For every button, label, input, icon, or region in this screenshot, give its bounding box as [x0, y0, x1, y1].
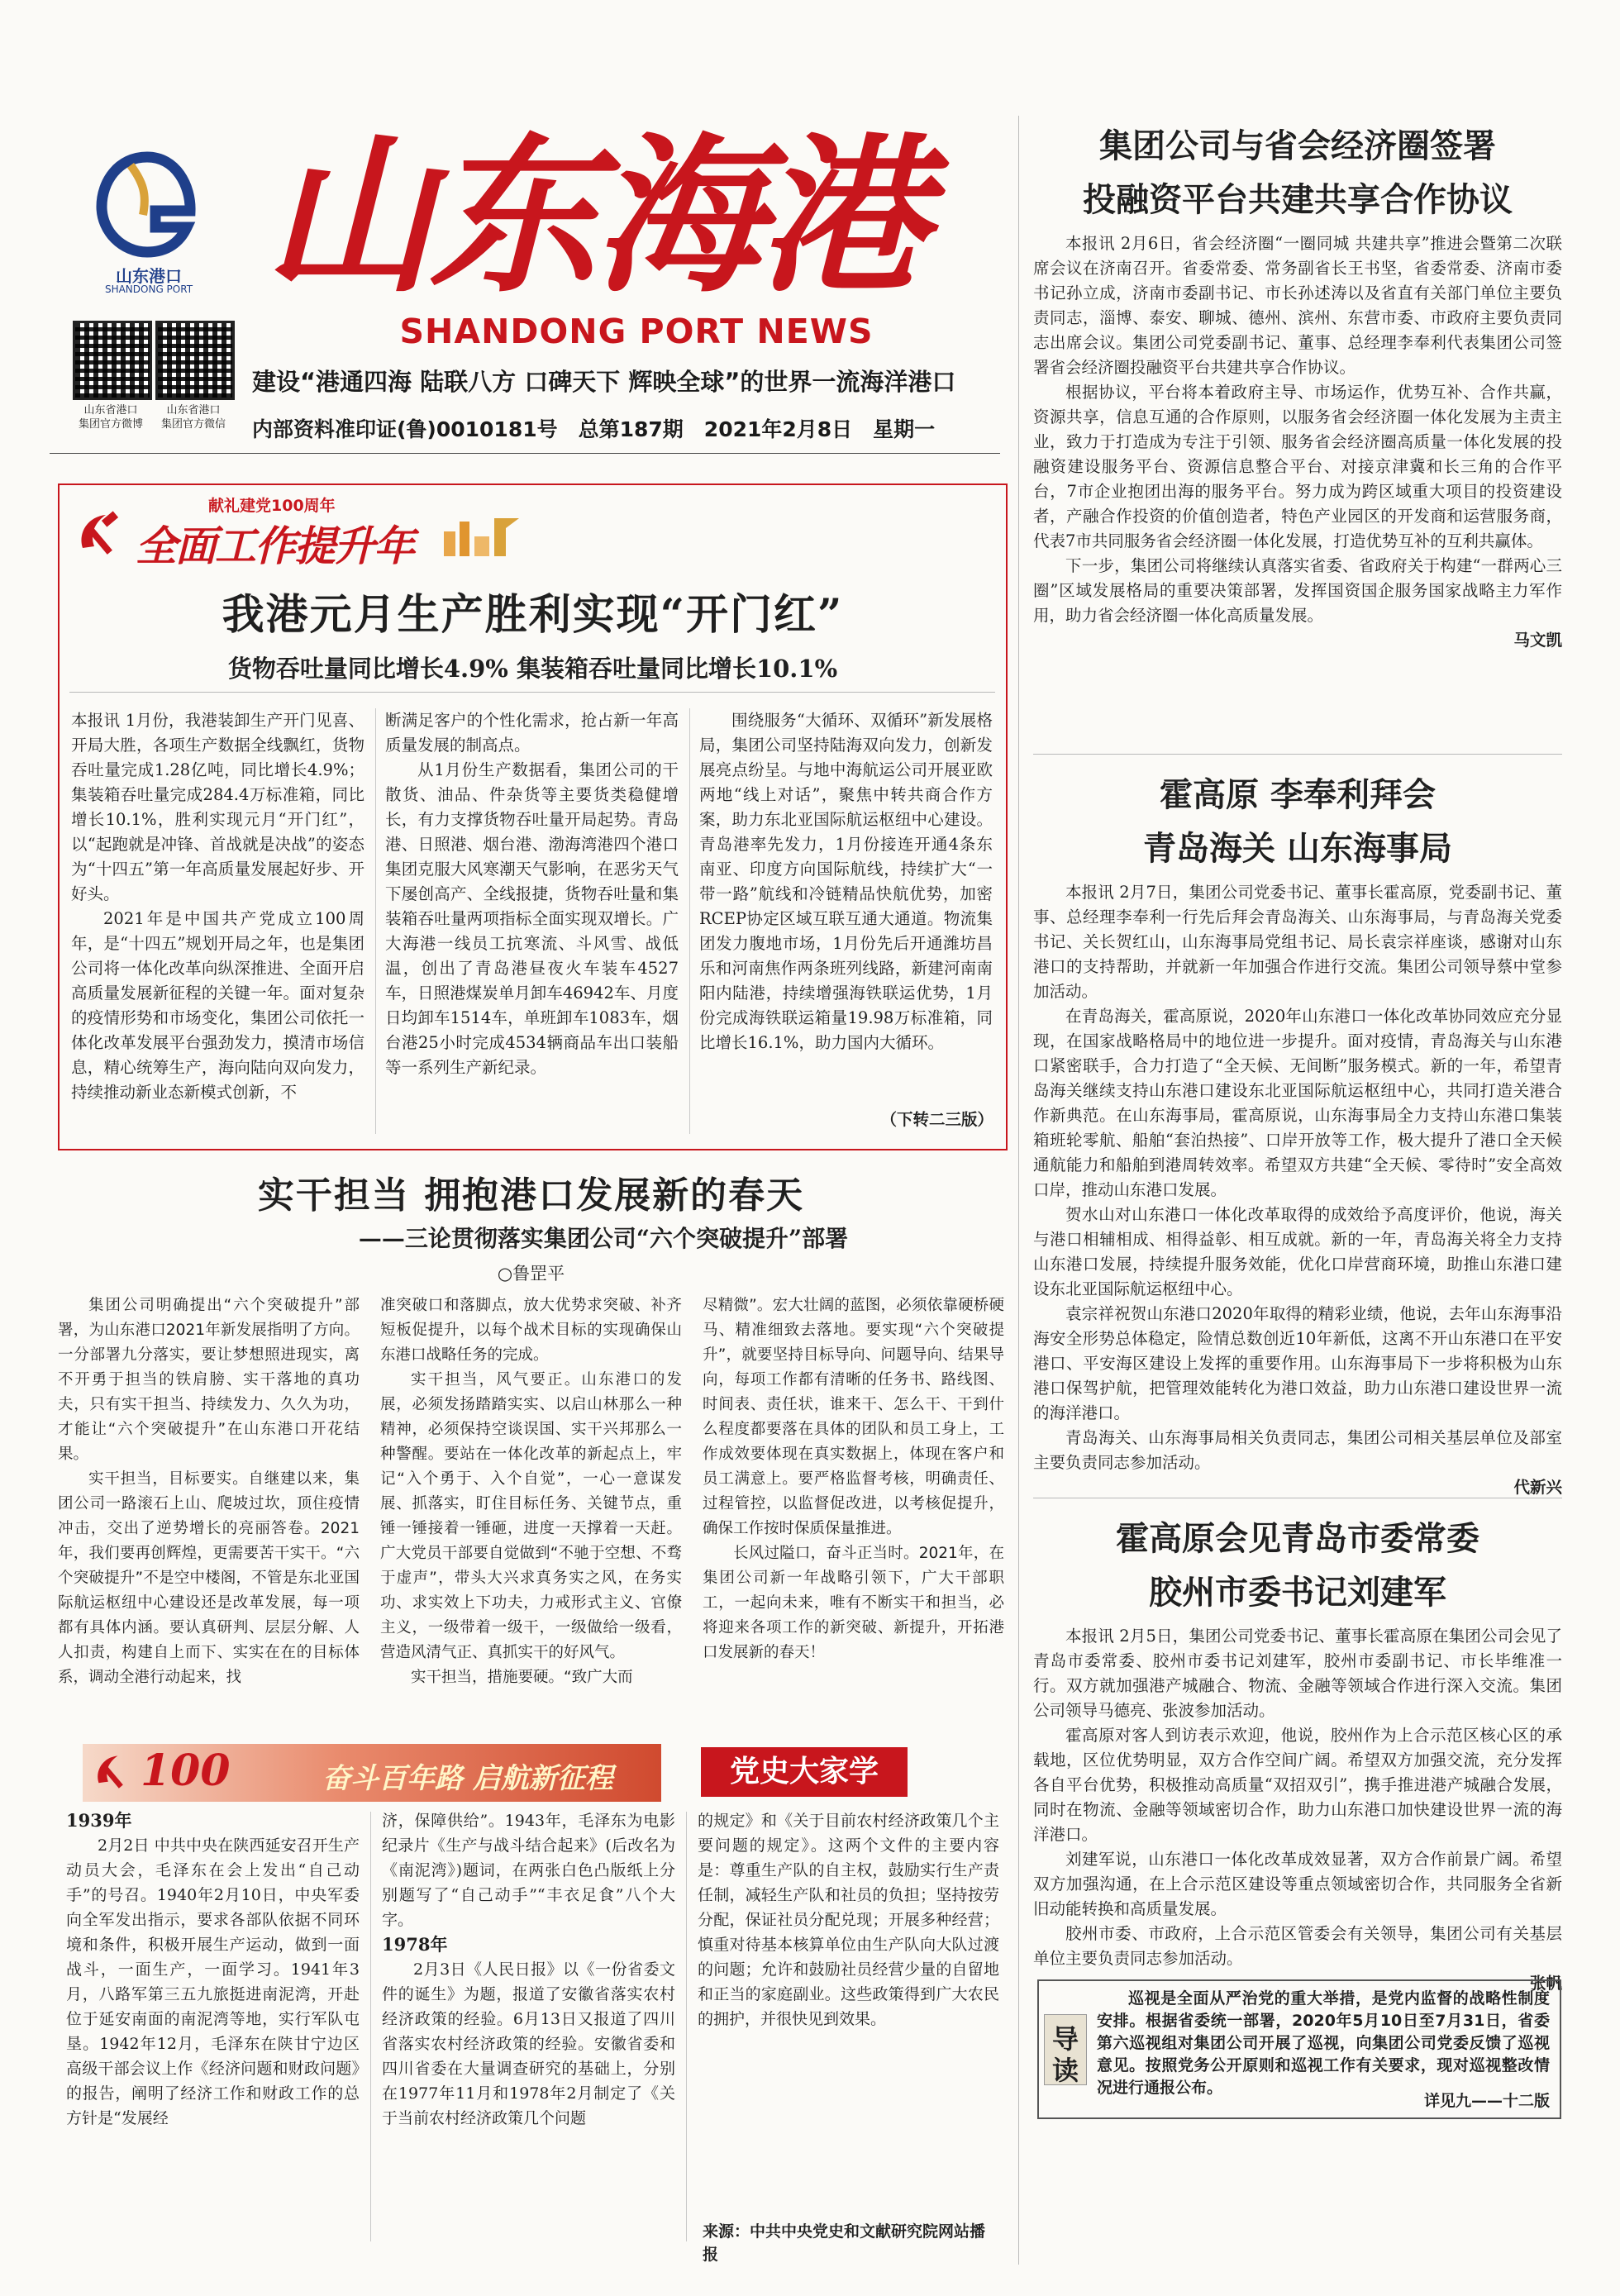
commentary-subhead: ——三论贯彻落实集团公司“六个突破提升”部署	[358, 1225, 849, 1252]
history-col-1	[66, 1808, 360, 2255]
lead-sub-rule	[69, 692, 995, 693]
qr1-label-a: 山东省港口	[83, 404, 138, 417]
right2-p5: 青岛海关、山东海事局相关负责同志，集团公司相关基层单位及部室主要负责同志参加活动。	[1033, 1428, 1562, 1472]
lead-jump-link[interactable]: （下转二三版）	[880, 1110, 993, 1129]
comm-col3-p1: 尽精微”。宏大壮阔的蓝图，必须依靠硬桥硬马、精准细致去落地。要实现“六个突破提升”，就要坚持目标导向、问题导向、结果导向，每项工作都有清晰的任务书、路线图、时间表、责任状，谁来干、怎么干、干到什么程度都要落在具体的团队和员工身上，工作成效要体现在真实数据上，体现在客户和员工满意上。要严格监督考核，明确责任、过程管控，以监督促改进，以考核促提升，确保工作按时保质保量推进。	[703, 1297, 1004, 1537]
history-col-3	[698, 1808, 999, 2189]
right1-p3: 下一步，集团公司将继续认真落实省委、省政府关于构建“一群两心三圈”区域发展格局的重要决策部署，发挥国资国企服务国家战略主力军作用，助力省会经济圈一体化高质量发展。	[1033, 556, 1562, 625]
hammer-sickle-icon	[89, 1751, 134, 1795]
lead-col2-p2: 从1月份生产数据看，集团公司的干散货、油品、件杂货等主要货类稳健增长，有力支撑货物吞吐量开局起势。青岛港、日照港、烟台港、渤海湾港四个港口集团克服大风寒潮天气影响，在恶劣天气下屡创高产、全线报捷，货物吞吐量和集装箱吞吐量两项指标全面实现双增长。广大海港一线员工抗寒流、斗风雪、战低温，创出了青岛港昼夜火车装车4527车，日照港煤炭单月卸车46942车、月度日均卸车1514车，单班卸车1083车，烟台港25小时完成4534辆商品车出口装船等一系列生产新纪录。	[385, 760, 679, 1077]
qr2-label-a: 山东省港口	[166, 404, 221, 417]
weibo-qr-code[interactable]	[73, 321, 152, 400]
history-divider-1	[370, 1812, 371, 2241]
guide-label-b: 读	[1051, 2055, 1079, 2086]
logo-en-text: SHANDONG PORT	[104, 283, 193, 295]
comm-col1-p2: 实干担当，目标要实。自继建以来，集团公司一路滚石上山、爬坡过坎，顶住疫情冲击，交出了逆势增长的亮丽答卷。2021年，我们要再创辉煌，更需要苦干实干。“六个突破提升”不是空中楼阁，不管是东北亚国际航运枢纽中心建设还是改革发展，每一项都有具体内涵。要认真研判、层层分解、人人扣责，构建自上而下、实实在在的目标体系，调动全港行动起来，找	[58, 1470, 360, 1686]
commentary-col-3	[703, 1293, 1004, 1723]
guide-label-a: 导	[1051, 2023, 1079, 2055]
right3-headline-b: 胶州市委书记刘建军	[1149, 1573, 1446, 1612]
lead-banner	[68, 493, 531, 568]
lead-subhead: 货物吞吐量同比增长4.9% 集装箱吞吐量同比增长10.1%	[227, 655, 838, 683]
right2-signature: 代新兴	[1513, 1478, 1562, 1497]
right3-body	[1033, 1624, 1562, 1993]
masthead-rule	[50, 453, 1000, 454]
wechat-qr-code[interactable]	[155, 321, 235, 400]
lead-col2-p1: 断满足客户的个性化需求，抢占新一年高质量发展的制高点。	[385, 711, 679, 755]
newspaper-title-en: SHANDONG PORT NEWS	[399, 312, 874, 351]
lead-banner-big: 全面工作提升年	[136, 522, 413, 570]
lead-col-1	[71, 708, 364, 1138]
right2-p4: 袁宗祥祝贺山东港口2020年取得的精彩业绩，他说，去年山东海事沿海安全形势总体稳定，险情总数创近10年新低，这离不开山东港口在平安港口、平安海区建设上发挥的重要作用。山东海事局下一步将积极为山东港口保驾护航，把管理效能转化为港口效益，助力山东港口建设世界一流的海洋港口。	[1033, 1304, 1562, 1422]
lead-col-2	[385, 708, 679, 1138]
right1-body	[1033, 231, 1562, 744]
right1-p1: 本报讯 2月6日，省会经济圈“一圈同城 共建共享”推进会暨第二次联席会议在济南召开。省委常委、常务副省长王书坚，省委常委、济南市委书记孙立成，济南市委副书记、市长孙述涛以及省直有关部门单位主要负责同志，淄博、泰安、聊城、德州、滨州、东营市委、市政府主要负责同志出席会议。集团公司党委副书记、董事、总经理李奉利代表集团公司签署省会经济圈投融资平台共建共享合作协议。	[1033, 234, 1562, 377]
history-col3-p1: 的规定》和《关于目前农村经济政策几个主要问题的规定》。这两个文件的主要内容是：尊重生产队的自主权，鼓励实行生产责任制，减轻生产队和社员的负担；坚持按劳分配，保证社员分配兑现；开展多种经营；慎重对待基本核算单位由生产队向大队过渡的问题；允许和鼓励社员经营少量的自留地和正当的家庭副业。这些政策得到广大农民的拥护，并很快见到效果。	[698, 1812, 999, 2028]
history-100-mark: 100	[141, 1746, 231, 1796]
qr1-label-b: 集团官方微博	[78, 418, 143, 431]
lead-divider-1	[375, 708, 376, 1134]
guide-ref[interactable]: 详见九——十二版	[1423, 2092, 1550, 2110]
right2-headline-b: 青岛海关 山东海事局	[1143, 829, 1452, 868]
guide-label	[1044, 2014, 1087, 2085]
right-article-2	[1033, 756, 1562, 1496]
history-tag: 党史大家学	[701, 1747, 908, 1797]
right-rule-1	[1033, 754, 1562, 755]
lead-banner-small: 献礼建党100周年	[208, 497, 336, 515]
right2-p3: 贺水山对山东港口一体化改革取得的成效给予高度评价，他说，海关与港口相辅相成、相得益彰、相互成就。新的一年，青岛海关将全力支持山东港口发展，持续提升服务效能，优化口岸营商环境，助推山东港口建设东北亚国际航运枢纽中心。	[1033, 1205, 1562, 1298]
right3-p3: 刘建军说，山东港口一体化改革成效显著，双方合作前景广阔。希望双方加强沟通，在上合示范区建设等重点领域密切合作，共同服务全省新旧动能转换和高质量发展。	[1033, 1850, 1562, 1918]
logo-cn-text: 山东港口	[116, 266, 182, 286]
history-year-1939: 1939年	[66, 1810, 132, 1831]
right2-p1: 本报讯 2月7日，集团公司党委书记、董事长霍高原，党委副书记、董事、总经理李奉利一行先后拜会青岛海关、山东海事局，与青岛海关党委书记、关长贺红山，山东海事局党组书记、局长袁宗祥座谈，感谢对山东港口的支持帮助，并就新一年加强合作进行交流。集团公司领导蔡中堂参加活动。	[1033, 883, 1562, 1001]
lead-col3-p1: 围绕服务“大循环、双循环”新发展格局，集团公司坚持陆海双向发力，创新发展亮点纷呈。与地中海航运公司开展亚欧两地“线上对话”，聚焦中转共商合作方案，助力东北亚国际航运枢纽中心建设。青岛港率先发力，1月份接连开通4条东南亚、印度方向国际航线，持续扩大“一带一路”航线和冷链精品快航优势，加密RCEP协定区域互联互通大通道。物流集团发力腹地市场，1月份先后开通潍坊昌乐和河南焦作两条班列线路，新建河南南阳内陆港，持续增强海铁联运优势，1月份完成海铁联运箱量19.98万标准箱，同比增长16.1%，助力国内大循环。	[699, 711, 993, 1052]
history-section	[58, 1736, 1004, 2265]
commentary-author: ○鲁罡平	[497, 1264, 565, 1284]
right2-body	[1033, 880, 1562, 1497]
right3-p1: 本报讯 2月5日，集团公司党委书记、董事长霍高原在集团公司会见了青岛市委常委、胶州市委书记刘建军，胶州市委副书记、市长毕维准一行。双方就加强港产城融合、物流、金融等领域合作进行深入交流。集团公司领导马德亮、张波参加活动。	[1033, 1627, 1562, 1720]
comm-col1-p1: 集团公司明确提出“六个突破提升”部署，为山东港口2021年新发展指明了方向。一分部署九分落实，要让梦想照进现实，离不开勇于担当的铁肩膀、实干落地的真功夫，只有实干担当、持续发力、久久为功，才能让“六个突破提升”在山东港口开花结果。	[58, 1297, 360, 1463]
history-banner-text: 奋斗百年路 启航新征程	[322, 1762, 613, 1795]
newspaper-title: 山东海港	[264, 117, 922, 316]
right1-headline-b: 投融资平台共建共享合作协议	[1083, 180, 1513, 219]
right1-p2: 根据协议，平台将本着政府主导、市场运作，优势互补、合作共赢，资源共享，信息互通的合作原则，以服务省会经济圈一体化发展为主责主业，致力于打造成为专注于引领、服务省会经济圈高质量一体化发展的投融资建设服务平台、资源信息整合平台、对接京津冀和长三角的合作平台，7市企业抱团出海的服务平台。努力成为跨区域重大项目的投资建设者，产融合作投资的价值创造者，特色产业园区的开发商和运营服务商，代表7市共同服务省会经济圈一体化发展，打造优势互补的互利共赢体。	[1033, 383, 1562, 550]
history-col1-p1: 2月2日 中共中央在陕西延安召开生产动员大会，毛泽东在会上发出“自己动手”的号召。1940年2月10日，中央军委向全军发出指示，要求各部队依据不同环境和条件，积极开展生产运动，做到一面战斗，一面生产，一面学习。1941年3月，八路军第三五九旅挺进南泥湾，开赴位于延安南面的南泥湾等地，实行军队屯垦。1942年12月，毛泽东在陕甘宁边区高级干部会议上作《经济问题和财政问题》的报告，阐明了经济工作和财政工作的总方针是“发展经	[66, 1836, 360, 2127]
shandong-port-logo	[98, 149, 197, 264]
history-banner	[83, 1744, 661, 1802]
commentary-col-1	[58, 1293, 360, 1723]
guide-text: 巡视是全面从严治党的重大举措，是党内监督的战略性制度安排。根据省委统一部署，2020年5月10日至7月31日，省委第六巡视组对集团公司开展了巡视，向集团公司党委反馈了巡视意见。按照党务公开原则和巡视工作有关要求，现对巡视整改情况进行通报公布。	[1097, 1989, 1550, 2097]
history-source: 来源：中共中央党史和文献研究院网站播报	[703, 2222, 986, 2264]
history-year-1978: 1978年	[382, 1934, 448, 1955]
lead-col1-p2: 2021年是中国共产党成立100周年，是“十四五”规划开局之年，也是集团公司将一体化改革向纵深推进、全面开启高质量发展新征程的关键一年。面对复杂的疫情形势和市场变化，集团公司依托一体化改革发展平台强劲发力，摸清市场信息，精心统筹生产，海向陆向双向发力，持续推动新业态新模式创新，不	[71, 909, 364, 1102]
commentary-section	[58, 1153, 1004, 1732]
issue-info: 内部资料准印证(鲁)0010181号 总第187期 2021年2月8日 星期一	[252, 417, 936, 441]
slogan: 建设“港通四海 陆联八方 口碑天下 辉映全球”的世界一流海洋港口	[252, 368, 956, 396]
hammer-sickle-icon	[71, 508, 126, 563]
right2-headline-a: 霍高原 李奉利拜会	[1160, 775, 1436, 814]
port-skyline-icon	[440, 507, 531, 561]
right-article-1	[1033, 112, 1562, 752]
right-column-divider	[1018, 116, 1019, 2265]
right1-headline-a: 集团公司与省会经济圈签署	[1099, 126, 1496, 165]
right2-p2: 在青岛海关，霍高原说，2020年山东港口一体化改革协同效应充分显现，在国家战略格局中的地位进一步提升。面对疫情，青岛海关与山东港口紧密联手，合力打造了“全天候、无间断”服务模式。新的一年，希望青岛海关继续支持山东港口建设东北亚国际航运枢纽中心，共同打造关港合作新典范。在山东海事局，霍高原说，山东海事局全力支持山东港口集装箱班轮零航、船舶“套泊热接”、口岸开放等工作，极大提升了港口全天候通航能力和船舶到港周转效率。希望双方共建“全天候、零待时”安全高效口岸，推动山东港口发展。	[1033, 1007, 1562, 1199]
right-article-3	[1033, 1500, 1562, 1993]
history-col2-p2: 2月3日《人民日报》以《一份省委文件的诞生》为题，报道了安徽省落实农村经济政策的经验。6月13日又报道了四川省落实农村经济政策的经验。安徽省委和四川省委在大量调查研究的基础上，分别在1977年11月和1978年2月制定了《关于当前农村经济政策几个问题	[382, 1960, 675, 2127]
guide-box[interactable]	[1037, 1979, 1561, 2119]
comm-col2-p3: 实干担当，措施要硬。“致广大而	[411, 1669, 633, 1686]
history-divider-2	[686, 1812, 687, 2241]
lead-col-3	[699, 708, 993, 1113]
history-col2-p1: 济，保障供给”。1943年，毛泽东为电影纪录片《生产与战斗结合起来》(后改名为《南泥湾》)题词，在两张白色凸版纸上分别题写了“自己动手”“丰衣足食”八个大字。	[382, 1812, 675, 1929]
lead-divider-2	[689, 708, 690, 1134]
commentary-col-2	[380, 1293, 682, 1723]
comm-col2-p2: 实干担当，风气要正。山东港口的发展，必须发扬踏踏实实、以启山林那么一种精神，必须保持空谈误国、实干兴邦那么一种警醒。要站在一体化改革的新起点上，牢记“入个勇于、入个自觉”，一心一意谋发展、抓落实，盯住目标任务、关键节点，重锤一锤接着一锤砸，进度一天撑着一天赶。广大党员干部要自觉做到“不驰于空想、不骛于虚声”，带头大兴求真务实之风，在务实功、求实效上下功夫，力戒形式主义、官僚主义，一级带着一级干，一级做给一级看，营造风清气正、真抓实干的好风气。	[380, 1371, 682, 1661]
lead-story-box	[58, 483, 1008, 1150]
qr2-label-b: 集团官方微信	[160, 418, 226, 431]
right3-p2: 霍高原对客人到访表示欢迎，他说，胶州作为上合示范区核心区的承载地，区位优势明显，双方合作空间广阔。希望双方加强交流，充分发挥各自平台优势，积极推动高质量“双招双引”，携手推进港产城融合发展，同时在物流、金融等领域密切合作，助力山东港口加快建设世界一流的海洋港口。	[1033, 1726, 1562, 1844]
lead-headline: 我港元月生产胜利实现“开门红”	[222, 590, 844, 640]
comm-col3-p2: 长风过隘口，奋斗正当时。2021年，在集团公司新一年战略引领下，广大干部职工，一起向未来，唯有不断实干和担当，必将迎来各项工作的新突破、新提升，开拓港口发展新的春天！	[703, 1545, 1004, 1661]
right3-headline-a: 霍高原会见青岛市委常委	[1116, 1519, 1479, 1558]
comm-col2-p1: 准突破口和落脚点，放大优势求突破、补齐短板促提升，以每个战术目标的实现确保山东港口战略任务的完成。	[380, 1297, 682, 1364]
lead-col1-p1: 本报讯 1月份，我港装卸生产开门见喜、开局大胜，各项生产数据全线飘红，货物吞吐量完成1.28亿吨，同比增长4.9%；集装箱吞吐量完成284.4万标准箱，同比增长10.1%，胜利实现元月“开门红”，以“起跑就是冲锋、首战就是决战”的姿态为“十四五”第一年高质量发展起好步、开好头。	[71, 711, 364, 903]
right3-signature: 张帆	[1529, 1974, 1562, 1993]
right1-signature: 马文凯	[1513, 631, 1562, 650]
commentary-headline: 实干担当 拥抱港口发展新的春天	[257, 1174, 805, 1217]
right3-p4: 胶州市委、市政府，上合示范区管委会有关领导，集团公司有关基层单位主要负责同志参加活动。	[1033, 1924, 1562, 1968]
history-col-2	[382, 1808, 675, 2255]
